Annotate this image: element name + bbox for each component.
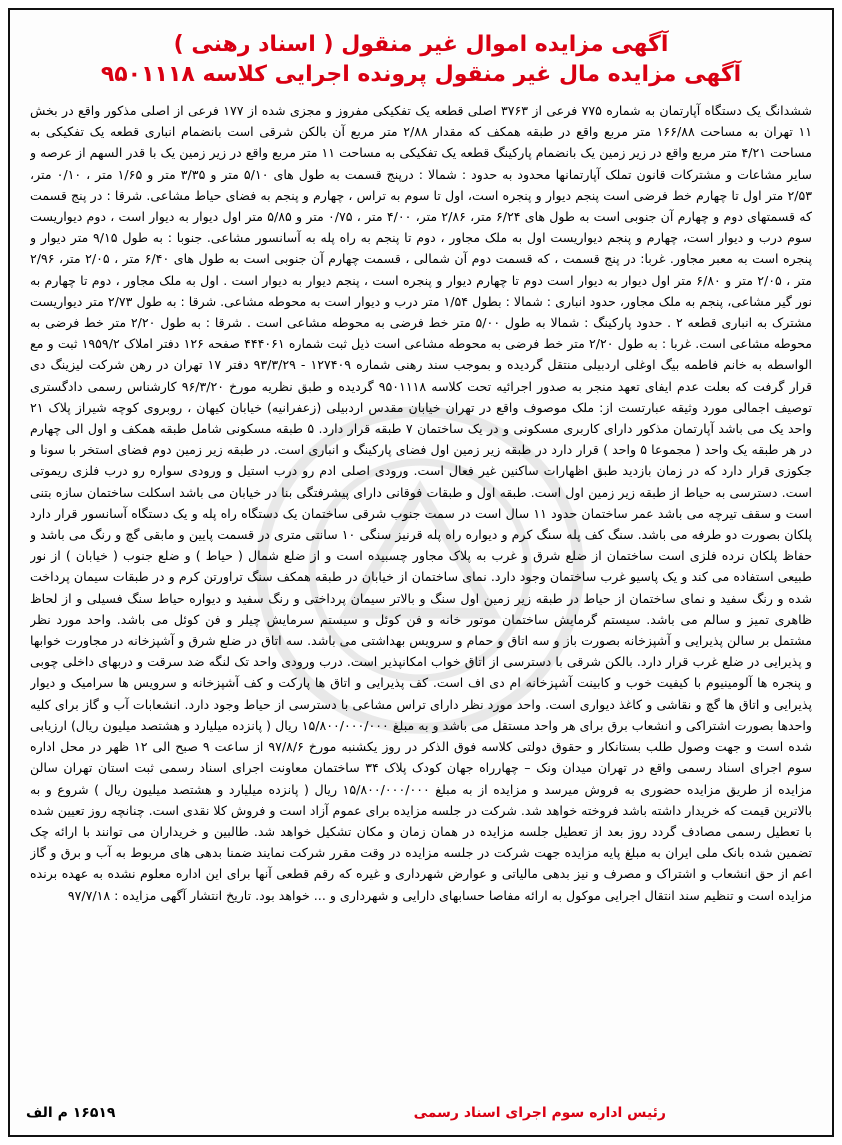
signature-label: رئیس اداره سوم اجرای اسناد رسمی xyxy=(413,1105,666,1121)
notice-header xyxy=(10,30,832,90)
notice-body: ششدانگ یک دستگاه آپارتمان به شماره ۷۷۵ فرعی از ۳۷۶۳ اصلی قطعه یک تفکیکی مفروز و مجزی شده از ۱۷۷ فرعی از اصلی مذکور واقع در بخش ۱۱ تهران به مساحت ۱۶۶/۸۸ متر مربع واقع در طبقه همکف که مقدار ۲/۸۸ متر مربع آن بالکن شرقی است بانضمام انباری قطعه یک تفکیکی به مساحت ۴/۲۱ متر مربع واقع در زیر زمین یک بانضمام پارکینگ قطعه یک تفکیکی به مساحت ۱۱ متر مربع واقع در زیر زمین یک با قدر السهم از عرصه و سایر مشاعات و مشترکات قانون تملک آپارتمانها محدود به حدود : شمالا : درپنج قسمت به طول های ۵/۱۰ متر و ۳/۳۵ متر و ۱/۶۵ متر ، ۰/۱۰ متر، ۲/۵۳ متر اول تا چهارم خط فرضی است پنجم دیوار و پنجره است، اول تا سوم به تراس ، چهارم و پنجم به فضای حیاط مشاعی. شرقا : در پنج قسمت که قسمتهای دوم و چهارم آن جنوبی است به طول های ۶/۲۴ متر، ۲/۸۶ متر، ۴/۰۰ متر ، ۰/۷۵ متر و ۵/۸۵ متر اول دیوار به دیوار است ، دوم دیواریست سوم درب و دیوار است، چهارم و پنجم دیواریست اول به ملک مجاور ، دوم تا پنجم به راه پله به آسانسور مشاعی. جنوبا : به طول ۹/۱۵ متر دیوار و پنجره است به معبر مجاور. غربا: در پنج قسمت ، که قسمت دوم آن شمالی ، قسمت چهارم آن جنوبی است به طول های ۶/۴۰ متر ، ۲/۰۵ متر، ۲/۹۶ متر ، ۲/۰۵ متر و ۶/۸۰ متر اول دیوار به دیوار است دوم تا چهارم دیوار و پنجره است ، پنجم دیوار به دیوار است . اول به ملک مجاور ، دوم تا چهارم به نور گیر مشاعی، پنجم به ملک مجاور، حدود انباری : شمالا : بطول ۱/۵۴ متر درب و دیوار است به محوطه مشاعی. شرقا : به طول ۲/۷۳ متر دیواریست مشترک به انباری قطعه ۲ . حدود پارکینگ : شمالا به طول ۵/۰۰ متر خط فرضی به محوطه مشاعی است . شرقا : به طول ۲/۲۰ متر خط فرضی به محوطه مشاعی است. غربا : به طول ۲/۲۰ متر خط فرضی به محوطه مشاعی است ذیل ثبت شماره ۴۴۴۰۶۱ صفحه ۱۲۶ دفتر املاک ۱۹۵۹/۲ ثبت و مع الواسطه به خانم فاطمه بیگ اوغلی اردبیلی منتقل گردیده و بموجب سند رهنی شماره ۱۲۷۴۰۹ - ۹۳/۳/۲۹ دفتر ۱۷ تهران در رهن شرکت لیزینگ دی قرار گرفت که بعلت عدم ایفای تعهد منجر به صدور اجرائیه تحت کلاسه ۹۵۰۱۱۱۸ گردیده و طبق نظریه مورخ ۹۶/۳/۲۰ کارشناس رسمی دادگستری توصیف اجمالی مورد وثیقه عبارتست از: ملک موصوف واقع در تهران خیابان مقدس اردبیلی (زعفرانیه) خیابان کیهان ، روبروی کوچه شیراز پلاک ۲۱ واحد یک می باشد آپارتمان مذکور دارای کاربری مسکونی و در یک ساختمان ۷ طبقه قرار دارد. ۵ طبقه مسکونی شامل طبقه همکف و اول الی چهارم در هر طبقه یک واحد ( مجموعا ۵ واحد ) قرار دارد در طبقه زیر زمین اول فضای پارکینگ و انباری است. در طبقه زیر زمین دوم فضای استخر با سونا و جکوزی قرار دارد که در زمان بازدید طبق اظهارات ساکنین غیر فعال است. ورودی اصلی ادم رو درب استیل و ورودی سواره رو درب فلزی ریموتی است. دسترسی به حیاط از طبقه زیر زمین اول است. طبقه اول و طبقات فوقانی دارای پیشرفتگی بنا در خیابان می باشد اسکلت ساختمان سازه بتنی است و سقف تیرچه می باشد عمر ساختمان حدود ۱۱ سال است در سمت جنوب شرقی ساختمان یک دستگاه راه پله و یک دستگاه آسانسور قرار دارد پلکان بصورت دو طرفه می باشد. سنگ کف پله سنگ کرم و دیواره راه پله قرنیز سنگی ۱۰ سانتی متری در قسمت پایین و مابقی گچ و رنگ می باشد و حفاظ پلکان نرده فلزی است ساختمان از ضلع شرق و غرب به پلاک مجاور چسبیده است و از ضلع شمال ( حیاط ) و ضلع جنوب ( خیابان ) از نور طبیعی استفاده می کند و یک پاسیو غرب ساختمان وجود دارد. نمای ساختمان از خیابان در طبقه همکف سنگ تراورتن کرم و در طبقات سیمان پرداخت شده و رنگ سفید و نمای ساختمان از حیاط در طبقه زیر زمین اول سنگ و بالاتر سیمان پرداختی و رنگ سفید و دیواره حیاط سنگ فسیلی و از لحاظ ظاهری تمیز و سالم می باشد. سیستم گرمایش ساختمان موتور خانه و فن کوئل و سیستم سرمایش چیلر و فن کوئل می باشد. واحد مورد نظر مشتمل بر سالن پذیرایی و آشپزخانه بصورت باز و سه اتاق و حمام و سرویس بهداشتی می باشد. سه اتاق در ضلع شرق و آشپزخانه در مجاورت خوابها و پذیرایی در ضلع غرب قرار دارد. بالکن شرقی با دسترسی از اتاق خواب امکانپذیر است. درب ورودی واحد تک لنگه ضد سرقت و دربهای داخلی چوبی و پنجره ها آلومینیوم با کیفیت خوب و کابینت آشپزخانه ام دی اف است. کف پذیرایی و اتاق ها پارکت و کف آشپزخانه و سرویس ها سرامیک و دیوار پذیرایی و اتاق ها گچ و نقاشی و کاغذ دیواری است. واحد مورد نظر دارای تراس مشاعی با دسترسی از حیاط وجود دارد. انشعابات آب و گاز برای کلیه واحدها بصورت اشتراکی و انشعاب برق برای هر واحد مستقل می باشد و به مبلغ ۱۵/۸۰۰/۰۰۰/۰۰۰ ریال ( پانزده میلیارد و هشتصد میلیون ریال) ارزیابی شده است و جهت وصول طلب بستانکار و حقوق دولتی کلاسه فوق الذکر در روز یکشنبه مورخ ۹۷/۸/۶ از ساعت ۹ صبح الی ۱۲ ظهر در محل اداره سوم اجرای اسناد رسمی واقع در تهران میدان ونک – چهارراه جهان کودک پلاک ۳۴ ساختمان معاونت اجرای اسناد رسمی ثبت استان تهران سالن مزایده از طریق مزایده حضوری به فروش میرسد و مزایده از به مبلغ ۱۵/۸۰۰/۰۰۰/۰۰۰ ریال ( پانزده میلیارد و هشتصد میلیون ریال ) شروع و به بالاترین قیمت که خریدار داشته باشد فروخته خواهد شد. شرکت در جلسه مزایده برای عموم آزاد است و فروش کلا نقدی است. چنانچه روز تعیین شده با تعطیل رسمی مصادف گردد روز بعد از تعطیل جلسه مزایده در همان زمان و مکان تشکیل خواهد شد. طالبین و خریداران می توانند با ارائه چک تضمین شده بانک ملی ایران به مبلغ پایه مزایده جهت شرکت در جلسه مزایده در وقت مقرر شرکت نمایند ضمنا بدهی های مربوط به آب و برق و گاز اعم از حق انشعاب و اشتراک و مصرف و نیز بدهی مالیاتی و عوارض شهرداری و غیره که رقم قطعی آنها برای این اداره معلوم نشده به عهده برنده مزایده است و تنظیم سند انتقال اجرایی موکول به ارائه مفاصا حسابهای دارایی و شهرداری و ... خواهد بود. تاریخ انتشار آگهی مزایده : ۹۷/۷/۱۸ xyxy=(30,103,812,903)
notice-title-line1: آگهی مزایده اموال غیر منقول ( اسناد رهنی ) xyxy=(173,32,669,57)
notice-code: ۱۶۵۱۹ م الف xyxy=(26,1105,116,1121)
notice-footer xyxy=(26,1103,816,1127)
notice-frame xyxy=(8,8,834,1137)
notice-title-line2: آگهی مزایده مال غیر منقول پرونده اجرایی کلاسه ۹۵۰۱۱۱۸ xyxy=(100,62,742,87)
